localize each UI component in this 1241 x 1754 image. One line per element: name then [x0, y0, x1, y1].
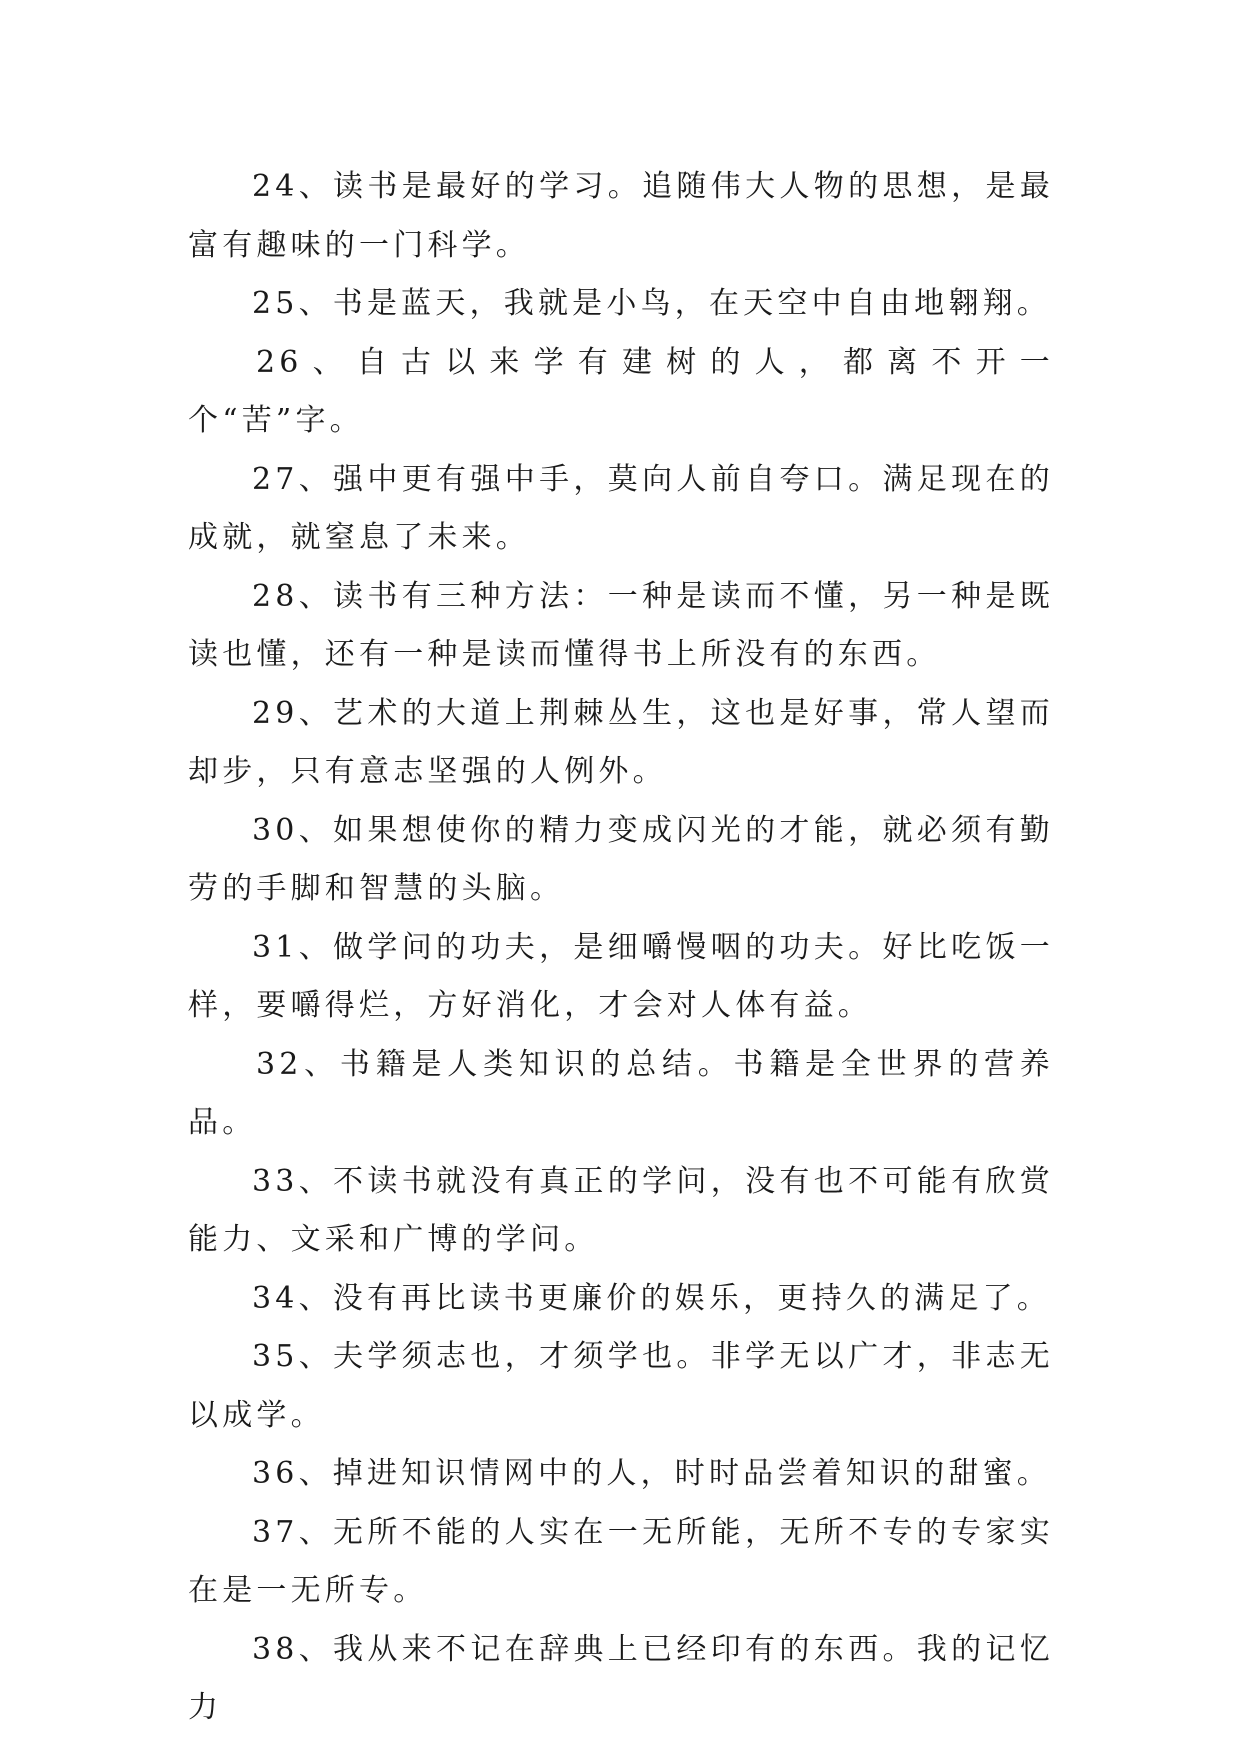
paragraph-25: 25、书是蓝天，我就是小鸟，在天空中自由地翱翔。: [252, 286, 1051, 321]
paragraph-26: 26、自古以来学有建树的人，都离不开一个“苦”字。: [188, 344, 1054, 438]
paragraph-30: 30、如果想使你的精力变成闪光的才能，就必须有勤劳的手脚和智慧的头脑。: [188, 812, 1054, 906]
paragraph-32: 32、书籍是人类知识的总结。书籍是全世界的营养品。: [188, 1046, 1054, 1140]
paragraph-33: 33、不读书就没有真正的学问，没有也不可能有欣赏能力、文采和广博的学问。: [188, 1163, 1054, 1257]
paragraph-35: 35、夫学须志也，才须学也。非学无以广才，非志无以成学。: [188, 1339, 1054, 1433]
document-body: [188, 158, 1054, 1738]
paragraph-34: 34、没有再比读书更廉价的娱乐，更持久的满足了。: [252, 1280, 1051, 1316]
paragraph-37: 37、无所不能的人实在一无所能，无所不专的专家实在是一无所专。: [188, 1514, 1054, 1608]
paragraph-28: 28、读书有三种方法：一种是读而不懂，另一种是既读也懂，还有一种是读而懂得书上所没有的东西。: [188, 578, 1054, 672]
paragraph-36: 36、掉进知识情网中的人，时时品尝着知识的甜蜜。: [252, 1456, 1051, 1491]
paragraph-38: 38、我从来不记在辞典上已经印有的东西。我的记忆力: [188, 1631, 1054, 1725]
paragraph-29: 29、艺术的大道上荆棘丛生，这也是好事，常人望而却步，只有意志坚强的人例外。: [188, 695, 1054, 789]
paragraph-24: 24、读书是最好的学习。追随伟大人物的思想，是最富有趣味的一门科学。: [188, 169, 1054, 263]
paragraph-27: 27、强中更有强中手，莫向人前自夸口。满足现在的成就，就窒息了未来。: [188, 461, 1054, 555]
paragraph-31: 31、做学问的功夫，是细嚼慢咽的功夫。好比吃饭一样，要嚼得烂，方好消化，才会对人体有益。: [188, 929, 1054, 1023]
